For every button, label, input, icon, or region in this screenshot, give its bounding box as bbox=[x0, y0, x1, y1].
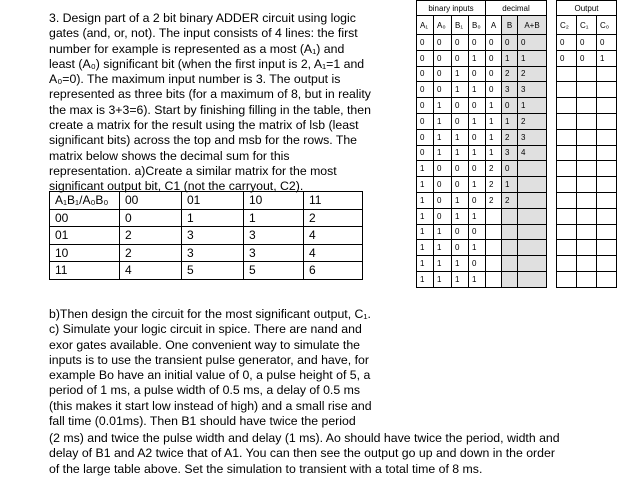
truth-table-cell: 2 bbox=[486, 192, 502, 208]
truth-table-cell: 1 bbox=[486, 113, 502, 129]
intro-line: A₀=0). The maximum input number is 3. The output is bbox=[49, 72, 341, 87]
truth-table-cell: 2 bbox=[518, 113, 547, 129]
truth-table-cell: 1 bbox=[452, 256, 469, 272]
truth-table-cell bbox=[486, 240, 502, 256]
truth-table-cell: 0 bbox=[502, 161, 518, 177]
truth-table-cell: 0 bbox=[434, 177, 452, 193]
truth-table-cell: 1 bbox=[452, 192, 469, 208]
truth-table-cell bbox=[577, 192, 597, 208]
truth-table-cell bbox=[577, 271, 597, 287]
truth-table-cell: 1 bbox=[452, 66, 469, 82]
truth-table-cell: 1 bbox=[469, 208, 486, 224]
truth-table-cell: 0 bbox=[469, 129, 486, 145]
truth-table-cell: 1 bbox=[452, 129, 469, 145]
truth-table-cell: 0 bbox=[417, 98, 434, 114]
truth-table-cell: 1 bbox=[486, 145, 502, 161]
truth-table-cell bbox=[557, 208, 577, 224]
truth-table-cell bbox=[597, 129, 617, 145]
part-b-line: b)Then design the circuit for the most significant output, C₁. bbox=[49, 307, 371, 321]
part-c-line: delay of B1 and A2 twice that of A1. You can then see the output go up and down in the order bbox=[49, 446, 555, 461]
truth-table-cell: 0 bbox=[557, 35, 577, 51]
matrix-cell: 1 bbox=[182, 209, 244, 227]
truth-table-cell: 0 bbox=[417, 129, 434, 145]
truth-table-cell: 0 bbox=[486, 50, 502, 66]
truth-table-cell: 2 bbox=[486, 177, 502, 193]
matrix-cell: 1 bbox=[244, 209, 304, 227]
matrix-col-header: 01 bbox=[182, 192, 244, 210]
truth-table-cell bbox=[597, 208, 617, 224]
truth-table-cell bbox=[518, 208, 547, 224]
intro-line: gates (and, or, not). The input consists of 4 lines: the first bbox=[49, 26, 358, 41]
truth-table bbox=[416, 0, 617, 288]
truth-table-row bbox=[417, 50, 617, 66]
truth-table-cell bbox=[557, 192, 577, 208]
truth-table-cell bbox=[577, 98, 597, 114]
truth-table-cell: 0 bbox=[434, 208, 452, 224]
truth-table-cell: 2 bbox=[502, 192, 518, 208]
truth-table-cell bbox=[557, 82, 577, 98]
truth-table-row bbox=[417, 113, 617, 129]
truth-table-cell: 0 bbox=[452, 240, 469, 256]
truth-table-cell: 0 bbox=[417, 145, 434, 161]
truth-table-cell bbox=[557, 256, 577, 272]
truth-table-cell: 1 bbox=[417, 208, 434, 224]
decimal-header: decimal bbox=[486, 1, 547, 16]
truth-table-cell bbox=[557, 129, 577, 145]
truth-table-row bbox=[417, 35, 617, 51]
matrix-cell: 3 bbox=[182, 227, 244, 245]
problem-intro bbox=[49, 11, 399, 195]
truth-table-row bbox=[417, 240, 617, 256]
gap-cell bbox=[547, 1, 557, 16]
truth-table-cell bbox=[557, 113, 577, 129]
truth-table-cell: 0 bbox=[452, 177, 469, 193]
truth-table-cell: 1 bbox=[434, 240, 452, 256]
matrix-cell: 3 bbox=[244, 244, 304, 262]
matrix-cell: 5 bbox=[182, 262, 244, 280]
truth-table-cell: 0 bbox=[452, 35, 469, 51]
gap-cell bbox=[547, 50, 557, 66]
matrix-cell: 4 bbox=[304, 227, 363, 245]
truth-table-cell bbox=[486, 208, 502, 224]
truth-table-cell: 1 bbox=[452, 271, 469, 287]
matrix-row bbox=[50, 227, 363, 245]
matrix-row bbox=[50, 262, 363, 280]
truth-table-header-row bbox=[417, 16, 617, 35]
truth-table-cell bbox=[486, 271, 502, 287]
truth-table-cell: 1 bbox=[452, 145, 469, 161]
truth-table-cell: 3 bbox=[518, 129, 547, 145]
truth-table-cell: 0 bbox=[469, 192, 486, 208]
truth-table-cell: 1 bbox=[434, 129, 452, 145]
intro-line: create a matrix for the result using the matrix of lsb (least bbox=[49, 118, 359, 133]
truth-table-cell: 3 bbox=[502, 82, 518, 98]
truth-table-row bbox=[417, 208, 617, 224]
gap-cell bbox=[547, 35, 557, 51]
truth-table-cell: 1 bbox=[469, 145, 486, 161]
gap-cell bbox=[547, 256, 557, 272]
truth-table-cell bbox=[557, 145, 577, 161]
truth-table-cell bbox=[502, 224, 518, 240]
truth-table-cell: 1 bbox=[417, 240, 434, 256]
truth-table-cell bbox=[577, 82, 597, 98]
truth-table-cell bbox=[518, 271, 547, 287]
truth-table-row bbox=[417, 256, 617, 272]
gap-cell bbox=[547, 224, 557, 240]
truth-table-col-header: A₀ bbox=[434, 16, 452, 35]
truth-table-cell bbox=[577, 145, 597, 161]
truth-table-cell bbox=[518, 224, 547, 240]
matrix-cell: 6 bbox=[304, 262, 363, 280]
truth-table-cell bbox=[577, 177, 597, 193]
truth-table-cell bbox=[557, 271, 577, 287]
truth-table-row bbox=[417, 98, 617, 114]
truth-table-cell bbox=[557, 177, 577, 193]
matrix-row-header: 11 bbox=[50, 262, 120, 280]
part-b-line: period of 1 ms, a pulse width of 0.5 ms, a delay of 0.5 ms bbox=[49, 383, 360, 398]
truth-table-cell: 1 bbox=[434, 98, 452, 114]
truth-table-cell: 0 bbox=[417, 66, 434, 82]
part-c-line: of the large table above. Set the simulation to transient with a total time of 8 ms. bbox=[49, 461, 483, 476]
truth-table-cell bbox=[597, 82, 617, 98]
matrix-cell: 3 bbox=[244, 227, 304, 245]
truth-table-cell: 1 bbox=[469, 177, 486, 193]
truth-table-cell: 1 bbox=[434, 224, 452, 240]
truth-table-cell bbox=[577, 66, 597, 82]
truth-table-row bbox=[417, 224, 617, 240]
gap-cell bbox=[547, 113, 557, 129]
truth-table-cell bbox=[597, 271, 617, 287]
truth-table-cell bbox=[557, 161, 577, 177]
truth-table-row bbox=[417, 82, 617, 98]
part-b-line: example Bo have an initial value of 0, a pulse height of 5, a bbox=[49, 368, 371, 383]
truth-table-cell bbox=[597, 98, 617, 114]
truth-table-cell: 0 bbox=[469, 35, 486, 51]
truth-table-cell: 2 bbox=[502, 129, 518, 145]
truth-table-cell: 0 bbox=[557, 50, 577, 66]
truth-table-cell: 2 bbox=[486, 161, 502, 177]
truth-table-cell: 0 bbox=[518, 35, 547, 51]
matrix-cell: 2 bbox=[120, 227, 182, 245]
truth-table-cell: 1 bbox=[486, 98, 502, 114]
truth-table-cell: 1 bbox=[469, 50, 486, 66]
truth-table-cell: 0 bbox=[452, 98, 469, 114]
truth-table-cell: 1 bbox=[452, 208, 469, 224]
truth-table-cell: 1 bbox=[469, 271, 486, 287]
gap-cell bbox=[547, 98, 557, 114]
gap-cell bbox=[547, 66, 557, 82]
truth-table-cell bbox=[577, 256, 597, 272]
truth-table-cell: 0 bbox=[452, 161, 469, 177]
truth-table-cell: 0 bbox=[417, 113, 434, 129]
decimal-sum-matrix bbox=[49, 191, 363, 280]
matrix-col-header: 11 bbox=[304, 192, 363, 210]
truth-table-cell: 0 bbox=[469, 224, 486, 240]
truth-table-cell bbox=[557, 66, 577, 82]
gap-cell bbox=[547, 240, 557, 256]
truth-table-cell: 0 bbox=[434, 35, 452, 51]
gap-cell bbox=[547, 161, 557, 177]
truth-table-cell bbox=[577, 113, 597, 129]
matrix-row-header: 00 bbox=[50, 209, 120, 227]
truth-table-cell bbox=[597, 113, 617, 129]
truth-table-cell bbox=[486, 256, 502, 272]
truth-table-cell bbox=[577, 129, 597, 145]
truth-table-cell: 1 bbox=[469, 240, 486, 256]
truth-table-cell bbox=[518, 240, 547, 256]
gap-cell bbox=[547, 271, 557, 287]
problem-part-c-continued bbox=[49, 431, 639, 477]
truth-table-col-header: A+B bbox=[518, 16, 547, 35]
truth-table-cell: 2 bbox=[518, 66, 547, 82]
truth-table-cell: 1 bbox=[434, 271, 452, 287]
truth-table-cell bbox=[577, 208, 597, 224]
matrix-cell: 4 bbox=[304, 244, 363, 262]
truth-table-col-header: C₀ bbox=[597, 16, 617, 35]
truth-table-cell: 3 bbox=[518, 82, 547, 98]
truth-table-cell: 0 bbox=[469, 66, 486, 82]
truth-table-cell bbox=[557, 240, 577, 256]
truth-table-cell: 1 bbox=[452, 82, 469, 98]
truth-table-cell: 0 bbox=[469, 161, 486, 177]
matrix-cell: 3 bbox=[182, 244, 244, 262]
truth-table-cell bbox=[597, 192, 617, 208]
truth-table-cell bbox=[597, 145, 617, 161]
truth-table-cell: 0 bbox=[469, 98, 486, 114]
intro-line: represented as three bits (for a maximum of 8, but in reality bbox=[49, 87, 371, 102]
truth-table-row bbox=[417, 129, 617, 145]
matrix-row-header: 01 bbox=[50, 227, 120, 245]
part-b-line: exor gates available. One convenient way to simulate the bbox=[49, 337, 361, 352]
truth-table-cell: 1 bbox=[502, 50, 518, 66]
truth-table-row bbox=[417, 177, 617, 193]
truth-table-cell: 0 bbox=[417, 35, 434, 51]
truth-table-cell: 0 bbox=[434, 82, 452, 98]
truth-table-cell: 1 bbox=[434, 145, 452, 161]
truth-table-cell bbox=[518, 161, 547, 177]
truth-table-cell bbox=[486, 224, 502, 240]
truth-table-cell: 1 bbox=[417, 256, 434, 272]
truth-table-cell: 1 bbox=[417, 177, 434, 193]
truth-table-cell: 0 bbox=[452, 113, 469, 129]
truth-table-col-header: A₁ bbox=[417, 16, 434, 35]
truth-table-row bbox=[417, 271, 617, 287]
truth-table-cell: 0 bbox=[577, 35, 597, 51]
gap-cell bbox=[547, 129, 557, 145]
truth-table-cell: 0 bbox=[502, 98, 518, 114]
truth-table-cell: 1 bbox=[417, 192, 434, 208]
truth-table-cell: 1 bbox=[518, 98, 547, 114]
truth-table-cell: 0 bbox=[434, 161, 452, 177]
intro-line: significant bits) across the top and msb for the rows. The bbox=[49, 133, 358, 148]
truth-table-row bbox=[417, 192, 617, 208]
truth-table-cell: 0 bbox=[417, 50, 434, 66]
problem-part-b bbox=[49, 307, 399, 429]
truth-table-cell: 1 bbox=[417, 224, 434, 240]
truth-table-cell: 1 bbox=[417, 161, 434, 177]
intro-line: the max is 3+3=6). Start by finishing filling in the table, then bbox=[49, 102, 371, 117]
truth-table-cell: 0 bbox=[597, 35, 617, 51]
truth-table-cell: 1 bbox=[502, 177, 518, 193]
truth-table-cell: 0 bbox=[417, 82, 434, 98]
part-b-line: inputs is to use the transient pulse generator, and have, for bbox=[49, 352, 369, 367]
truth-table-cell: 0 bbox=[434, 192, 452, 208]
matrix-corner-label: A₁B₁/A₀B₀ bbox=[50, 192, 120, 210]
gap-cell bbox=[547, 82, 557, 98]
matrix-cell: 4 bbox=[120, 262, 182, 280]
truth-table-cell bbox=[518, 177, 547, 193]
truth-table-cell bbox=[557, 98, 577, 114]
truth-table-col-header: B bbox=[502, 16, 518, 35]
truth-table-cell: 0 bbox=[452, 50, 469, 66]
truth-table-col-header: C₁ bbox=[577, 16, 597, 35]
intro-line: 3. Design part of a 2 bit binary ADDER circuit using logic bbox=[49, 11, 356, 25]
matrix-cell: 2 bbox=[120, 244, 182, 262]
truth-table-cell bbox=[577, 224, 597, 240]
matrix-cell: 2 bbox=[304, 209, 363, 227]
truth-table-cell: 1 bbox=[417, 271, 434, 287]
truth-table-cell: 3 bbox=[502, 145, 518, 161]
truth-table-cell bbox=[597, 177, 617, 193]
truth-table-cell: 2 bbox=[502, 66, 518, 82]
truth-table-cell: 1 bbox=[469, 113, 486, 129]
part-b-line: fall time (0.01ms). Then B1 should have twice the period bbox=[49, 414, 356, 429]
truth-table-col-header: C₂ bbox=[557, 16, 577, 35]
truth-table-cell bbox=[502, 240, 518, 256]
gap-cell bbox=[547, 192, 557, 208]
truth-table-cell: 0 bbox=[434, 50, 452, 66]
part-c-line: (2 ms) and twice the pulse width and delay (1 ms). Ao should have twice the period, width and bbox=[49, 431, 560, 445]
truth-table-cell bbox=[518, 192, 547, 208]
matrix-cell: 5 bbox=[244, 262, 304, 280]
truth-table-cell bbox=[518, 256, 547, 272]
truth-table-col-header: A bbox=[486, 16, 502, 35]
truth-table-col-header: B₁ bbox=[452, 16, 469, 35]
truth-table-cell bbox=[597, 161, 617, 177]
truth-table-cell: 1 bbox=[597, 50, 617, 66]
truth-table-cell: 1 bbox=[502, 113, 518, 129]
intro-line: number for example is represented as a most (A₁) and bbox=[49, 41, 345, 56]
truth-table-cell: 0 bbox=[577, 50, 597, 66]
matrix-header-row bbox=[50, 192, 363, 210]
truth-table-cell: 1 bbox=[434, 256, 452, 272]
gap-cell bbox=[547, 177, 557, 193]
intro-line: significant output bit, C1 (not the carryout, C2). bbox=[49, 179, 304, 194]
truth-table-cell bbox=[597, 256, 617, 272]
truth-table-cell bbox=[502, 256, 518, 272]
truth-table-cell: 0 bbox=[486, 35, 502, 51]
binary-inputs-header: binary inputs bbox=[417, 1, 486, 16]
matrix-row bbox=[50, 209, 363, 227]
truth-table-cell bbox=[577, 161, 597, 177]
truth-table-cell: 0 bbox=[486, 66, 502, 82]
intro-line: matrix below shows the decimal sum for this bbox=[49, 148, 290, 163]
truth-table-cell: 1 bbox=[486, 129, 502, 145]
truth-table-cell: 0 bbox=[486, 82, 502, 98]
matrix-col-header: 10 bbox=[244, 192, 304, 210]
truth-table-cell: 4 bbox=[518, 145, 547, 161]
part-b-line: c) Simulate your logic circuit in spice. There are nand and bbox=[49, 322, 362, 337]
matrix-row-header: 10 bbox=[50, 244, 120, 262]
truth-table-col-header: B₀ bbox=[469, 16, 486, 35]
truth-table-cell bbox=[502, 271, 518, 287]
truth-table-row bbox=[417, 66, 617, 82]
gap-cell bbox=[547, 145, 557, 161]
truth-table-cell bbox=[597, 240, 617, 256]
truth-table-cell bbox=[597, 66, 617, 82]
truth-table-cell: 0 bbox=[452, 224, 469, 240]
truth-table-group-row bbox=[417, 1, 617, 16]
truth-table-row bbox=[417, 161, 617, 177]
gap-cell bbox=[547, 208, 557, 224]
truth-table-cell: 0 bbox=[469, 256, 486, 272]
truth-table-cell: 0 bbox=[502, 35, 518, 51]
matrix-cell: 0 bbox=[120, 209, 182, 227]
truth-table-row bbox=[417, 145, 617, 161]
truth-table-cell: 0 bbox=[434, 66, 452, 82]
part-b-line: (this makes it start low instead of high) and a small rise and bbox=[49, 398, 372, 413]
truth-table-cell bbox=[557, 224, 577, 240]
truth-table-cell: 1 bbox=[518, 50, 547, 66]
truth-table-cell bbox=[502, 208, 518, 224]
gap-cell bbox=[547, 16, 557, 35]
matrix-col-header: 00 bbox=[120, 192, 182, 210]
matrix-row bbox=[50, 244, 363, 262]
truth-table-cell bbox=[577, 240, 597, 256]
output-header: Output bbox=[557, 1, 617, 16]
truth-table-cell: 1 bbox=[469, 82, 486, 98]
truth-table-cell bbox=[597, 224, 617, 240]
intro-line: least (A₀) significant bit (when the first input is 2, A₁=1 and bbox=[49, 56, 365, 71]
intro-line: representation. a)Create a similar matrix for the most bbox=[49, 163, 337, 178]
truth-table-cell: 1 bbox=[434, 113, 452, 129]
